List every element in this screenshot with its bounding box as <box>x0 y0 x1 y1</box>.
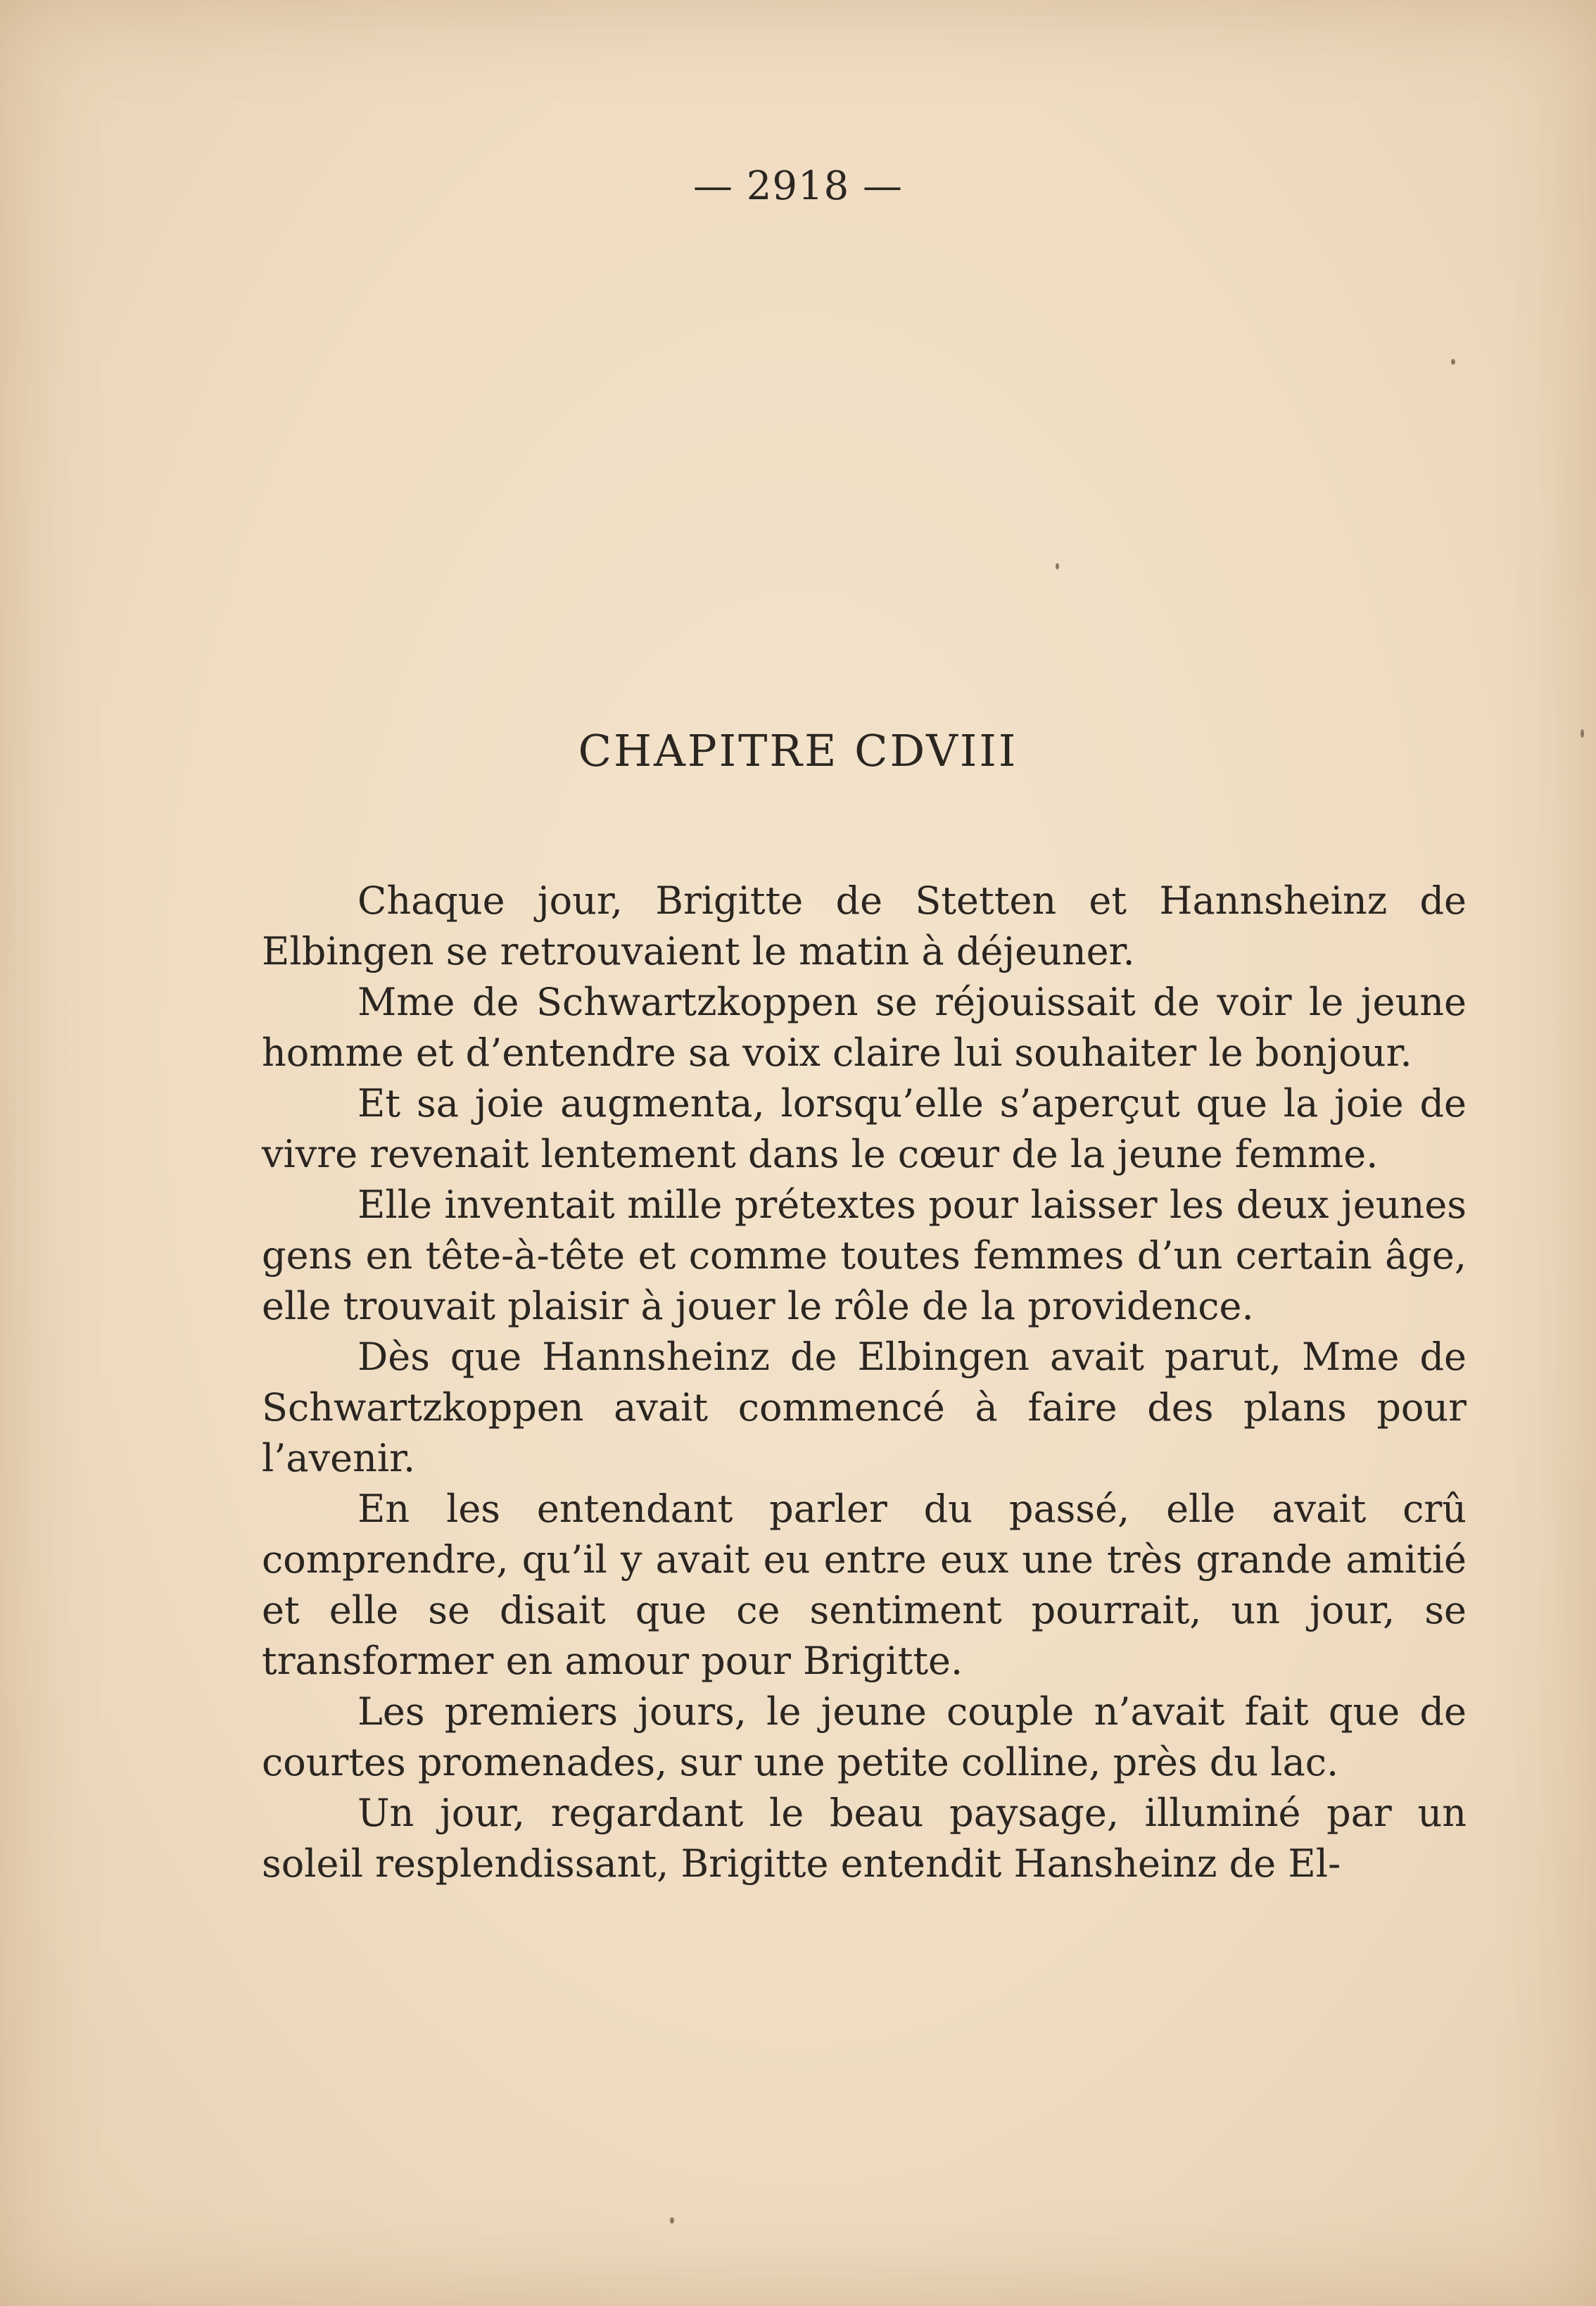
paragraph: Les premiers jours, le jeune couple n’avait fait que de courtes promenades, sur une petite colline, près du lac. <box>262 1689 1467 1784</box>
chapter-body <box>262 876 1467 1889</box>
paper-speck <box>1451 359 1455 365</box>
paragraph: Et sa joie augmenta, lorsqu’elle s’aperçut que la joie de vivre revenait lentement dans le cœur de la jeune femme. <box>262 1081 1467 1176</box>
paragraph: Chaque jour, Brigitte de Stetten et Hannsheinz de Elbingen se retrouvaient le matin à déjeuner. <box>262 878 1467 974</box>
paper-speck <box>1056 563 1059 569</box>
paragraph: En les entendant parler du passé, elle avait crû comprendre, qu’il y avait eu entre eux une très grande amitié et elle se disait que ce sentiment pourrait, un jour, se transformer en amour pour Brigitte. <box>262 1487 1467 1683</box>
page-number: — 2918 — <box>692 163 904 209</box>
paper-speck <box>670 2217 674 2224</box>
paragraph: Mme de Schwartzkoppen se réjouissait de voir le jeune homme et d’entendre sa voix claire lui souhaiter le bonjour. <box>262 980 1467 1075</box>
paragraph: Elle inventait mille prétextes pour laisser les deux jeunes gens en tête-à-tête et comme toutes femmes d’un certain âge, elle trouvait plaisir à jouer le rôle de la providence. <box>262 1183 1467 1328</box>
paragraph: Dès que Hannsheinz de Elbingen avait parut, Mme de Schwartzkoppen avait commencé à faire des plans pour l’avenir. <box>262 1335 1467 1480</box>
paragraph: Un jour, regardant le beau paysage, illuminé par un soleil resplendissant, Brigitte entendit Hansheinz de El- <box>262 1791 1467 1886</box>
chapter-title: CHAPITRE CDVIII <box>578 725 1018 776</box>
